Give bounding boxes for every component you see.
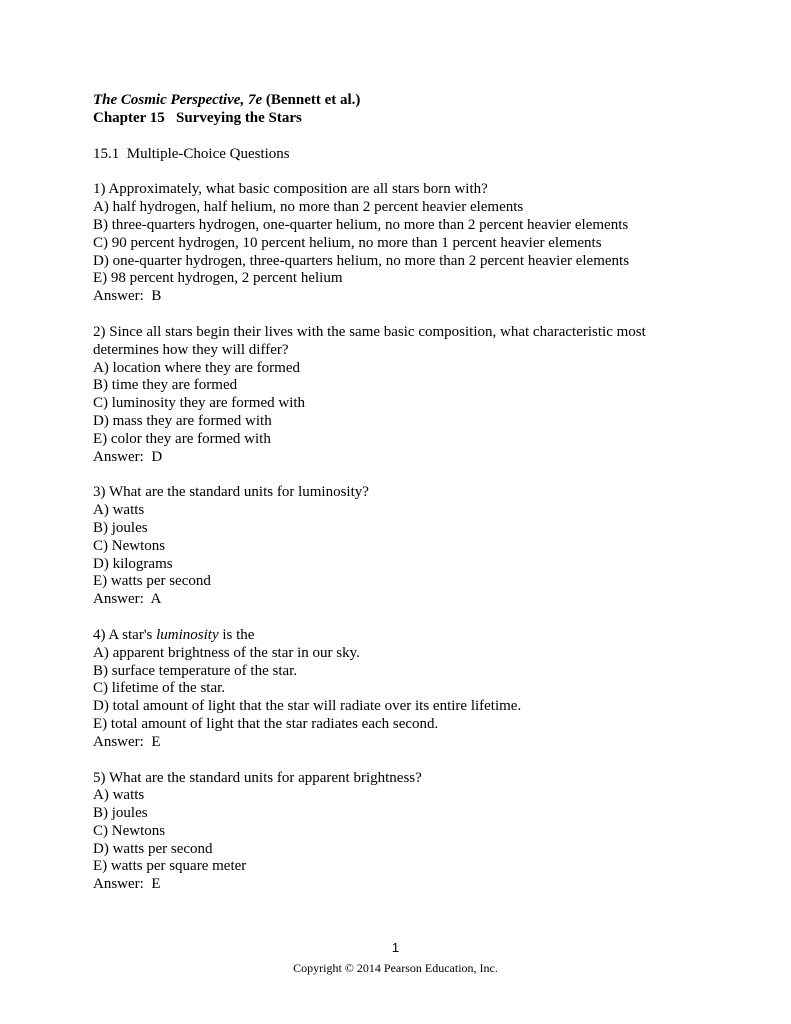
answer-option: A) watts	[93, 502, 145, 519]
book-title-authors: (Bennett et al.)	[262, 92, 361, 108]
answer-option: B) three-quarters hydrogen, one-quarter helium, no more than 2 percent heavier elements	[93, 216, 629, 233]
answer-option: D) mass they are formed with	[93, 412, 272, 429]
document-page	[93, 92, 713, 894]
answer-option: D) watts per second	[93, 840, 213, 857]
question-3	[93, 484, 713, 609]
question-stem: 1) Approximately, what basic composition are all stars born with?	[93, 181, 488, 198]
answer-option: A) watts	[93, 787, 145, 804]
answer-option: B) time they are formed	[93, 377, 238, 394]
answer-option: B) joules	[93, 519, 148, 536]
answer-key: Answer: E	[93, 733, 161, 750]
copyright-notice: Copyright © 2014 Pearson Education, Inc.	[293, 961, 498, 975]
answer-option: B) surface temperature of the star.	[93, 662, 298, 679]
answer-option: B) joules	[93, 805, 148, 822]
question-stem: 2) Since all stars begin their lives with the same basic composition, what characteristic most	[93, 323, 646, 340]
answer-option: C) luminosity they are formed with	[93, 395, 306, 412]
answer-option: C) Newtons	[93, 537, 166, 554]
answer-key: Answer: A	[93, 591, 162, 608]
book-title	[93, 92, 713, 110]
answer-key: Answer: B	[93, 288, 162, 305]
answer-key: Answer: D	[93, 448, 163, 465]
answer-option: E) watts per second	[93, 573, 211, 590]
question-2	[93, 324, 713, 466]
answer-option: E) color they are formed with	[93, 430, 271, 447]
section-title: 15.1 Multiple-Choice Questions	[93, 145, 290, 162]
answer-option: D) total amount of light that the star will radiate over its entire lifetime.	[93, 698, 522, 715]
answer-option: C) lifetime of the star.	[93, 680, 226, 697]
answer-option: D) kilograms	[93, 555, 173, 572]
answer-option: C) 90 percent hydrogen, 10 percent helium, no more than 1 percent heavier elements	[93, 234, 602, 251]
question-stem	[93, 627, 713, 645]
answer-option: E) total amount of light that the star radiates each second.	[93, 715, 439, 732]
answer-option: E) watts per square meter	[93, 858, 247, 875]
question-4	[93, 627, 713, 752]
question-stem: determines how they will differ?	[93, 341, 289, 358]
answer-option: E) 98 percent hydrogen, 2 percent helium	[93, 270, 343, 287]
stem-prefix: 4) A star's	[93, 626, 157, 643]
answer-option: C) Newtons	[93, 822, 166, 839]
question-5	[93, 770, 713, 895]
answer-option: A) half hydrogen, half helium, no more than 2 percent heavier elements	[93, 199, 524, 216]
answer-option: A) apparent brightness of the star in our sky.	[93, 644, 360, 661]
book-title-italic: The Cosmic Perspective, 7e	[93, 92, 263, 108]
answer-key: Answer: E	[93, 876, 161, 893]
stem-term: luminosity	[156, 626, 219, 643]
question-stem: 5) What are the standard units for apparent brightness?	[93, 769, 422, 786]
page-number: 1	[391, 940, 400, 955]
question-1	[93, 181, 713, 306]
chapter-title: Chapter 15 Surveying the Stars	[93, 109, 302, 126]
answer-option: A) location where they are formed	[93, 359, 300, 376]
question-stem: 3) What are the standard units for luminosity?	[93, 484, 369, 501]
stem-suffix: is the	[218, 626, 255, 643]
answer-option: D) one-quarter hydrogen, three-quarters helium, no more than 2 percent heavier elements	[93, 252, 630, 269]
